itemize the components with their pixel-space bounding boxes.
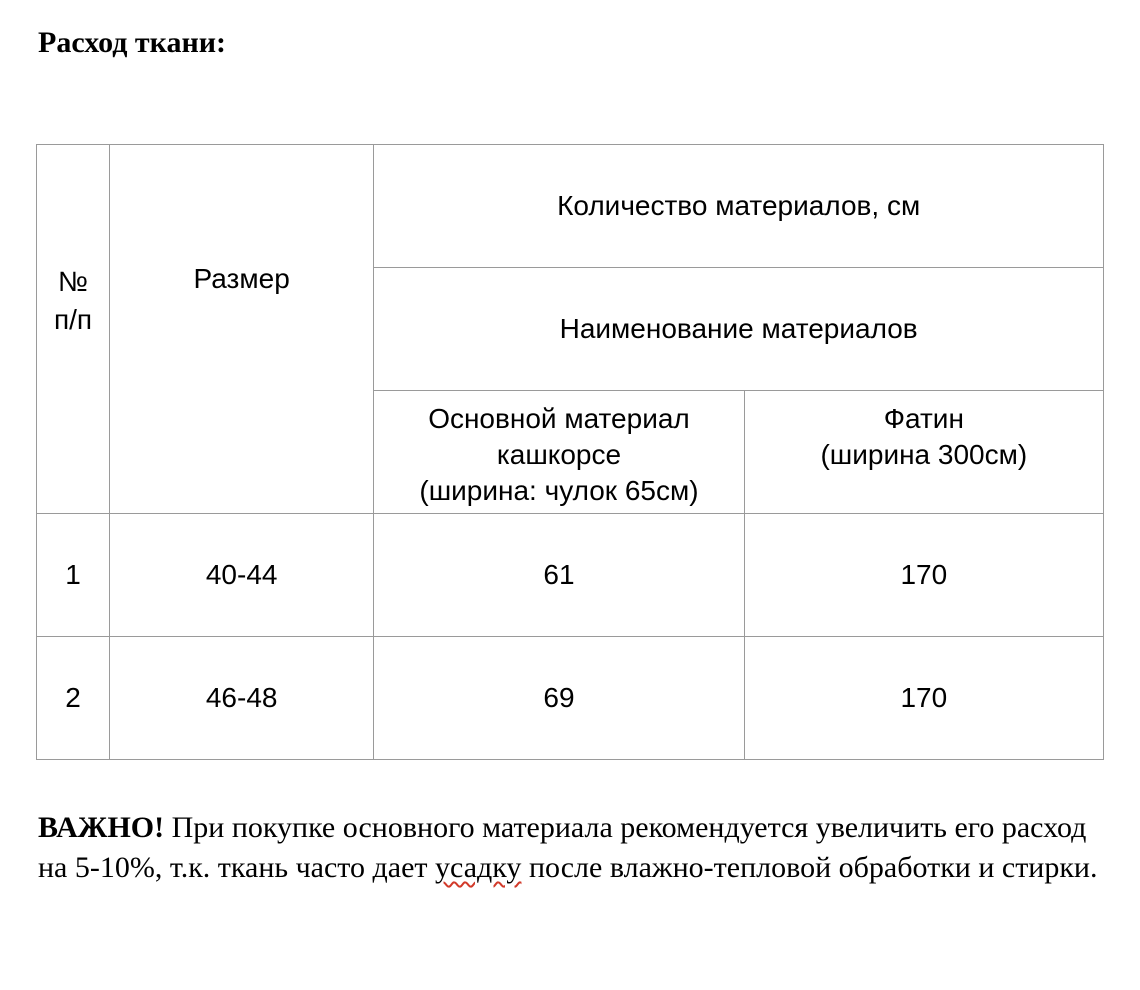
important-note [38,808,1098,888]
header-main-material-cell [374,391,744,514]
header-main-material-label [374,391,743,509]
fatin-line2: (ширина 300см) [820,439,1028,470]
row-fatin-cell: 170 [744,637,1103,760]
fatin-line1: Фатин [883,403,964,434]
row-size-cell: 46-48 [110,637,374,760]
fabric-consumption-table [36,144,1104,760]
header-size-cell [110,145,374,514]
row-num-cell: 2 [37,637,110,760]
header-name-cell [374,268,1104,391]
header-fatin-cell [744,391,1103,514]
header-name-label: Наименование материалов [559,313,918,344]
main-material-line3: (ширина: чулок 65см) [419,475,699,506]
row-main-cell: 61 [374,514,744,637]
header-num-label: № п/п [53,266,93,335]
table-row [37,637,1104,760]
header-size-label: Размер [193,263,290,294]
note-text-before: При покупке основного материала рекомендуется увеличить его расход на 5-10%, т.к. ткань часто дает [38,811,1087,884]
header-quantity-cell [374,145,1104,268]
header-fatin-label [745,391,1103,473]
row-fatin-cell: 170 [744,514,1103,637]
main-material-line1: Основной материал [428,403,690,434]
row-main-cell: 69 [374,637,744,760]
page-title: Расход ткани: [38,26,227,59]
important-label: ВАЖНО! [38,811,165,844]
note-text-after: после влажно-тепловой обработки и стирки. [521,851,1098,884]
table-row [37,514,1104,637]
main-material-line2: кашкорсе [496,439,622,470]
spellcheck-word[interactable]: усадку [435,851,522,884]
row-size-cell: 40-44 [110,514,374,637]
header-num-cell [37,145,110,514]
header-quantity-label: Количество материалов, см [557,190,921,221]
row-num-cell: 1 [37,514,110,637]
